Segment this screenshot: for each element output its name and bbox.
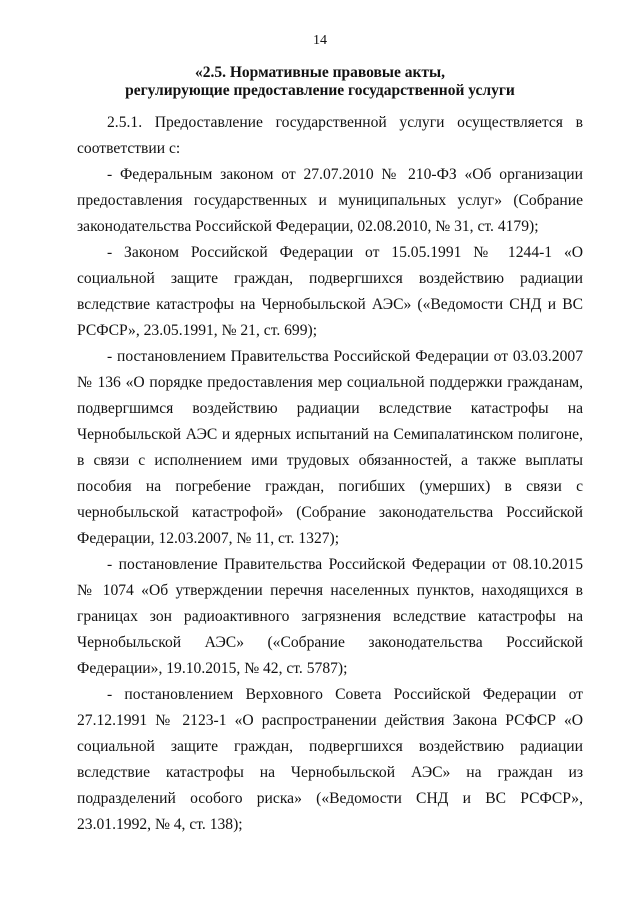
- page-number: 14: [313, 33, 327, 48]
- section-heading-line-1: «2.5. Нормативные правовые акты,: [195, 64, 445, 81]
- section-heading: [0, 64, 640, 100]
- paragraph-federal-law-210: - Федеральным законом от 27.07.2010 № 210-ФЗ «Об организации предоставления государственных и муниципальных услуг» (Собрание законодательства Российской Федерации, 02.08.2010, № 31, ст. 4179);: [77, 166, 583, 235]
- section-heading-line-2: регулирующие предоставление государственной услуги: [125, 82, 515, 99]
- paragraph-2-5-1: 2.5.1. Предоставление государственной услуги осуществляется в соответствии с:: [77, 114, 583, 157]
- paragraph-resolution-1074: - постановление Правительства Российской Федерации от 08.10.2015 № 1074 «Об утверждении перечня населенных пунктов, находящихся в границах зон радиоактивного загрязнения вследствие катастрофы на Чернобыльской АЭС» («Собрание законодательства Российской Федерации», 19.10.2015, № 42, ст. 5787);: [77, 556, 583, 677]
- document-body: [77, 110, 583, 838]
- paragraph-resolution-2123-1: - постановлением Верховного Совета Российской Федерации от 27.12.1991 № 2123-1 «О распространении действия Закона РСФСР «О социальной защите граждан, подвергшихся воздействию радиации вследствие катастрофы на Чернобыльской АЭС» на граждан из подразделений особого риска» («Ведомости СНД и ВС РСФСР», 23.01.1992, № 4, ст. 138);: [77, 686, 583, 833]
- paragraph-resolution-136: - постановлением Правительства Российской Федерации от 03.03.2007 № 136 «О порядке предоставления мер социальной поддержки гражданам, подвергшимся воздействию радиации вследствие катастрофы на Чернобыльской АЭС и ядерных испытаний на Семипалатинском полигоне, в связи с исполнением ими трудовых обязанностей, а также выплаты пособия на погребение граждан, погибших (умерших) в связи с чернобыльской катастрофой» (Собрание законодательства Российской Федерации, 12.03.2007, № 11, ст. 1327);: [77, 348, 583, 547]
- paragraph-law-1244-1: - Законом Российской Федерации от 15.05.1991 № 1244-1 «О социальной защите граждан, подвергшихся воздействию радиации вследствие катастрофы на Чернобыльской АЭС» («Ведомости СНД и ВС РСФСР», 23.05.1991, № 21, ст. 699);: [77, 244, 583, 339]
